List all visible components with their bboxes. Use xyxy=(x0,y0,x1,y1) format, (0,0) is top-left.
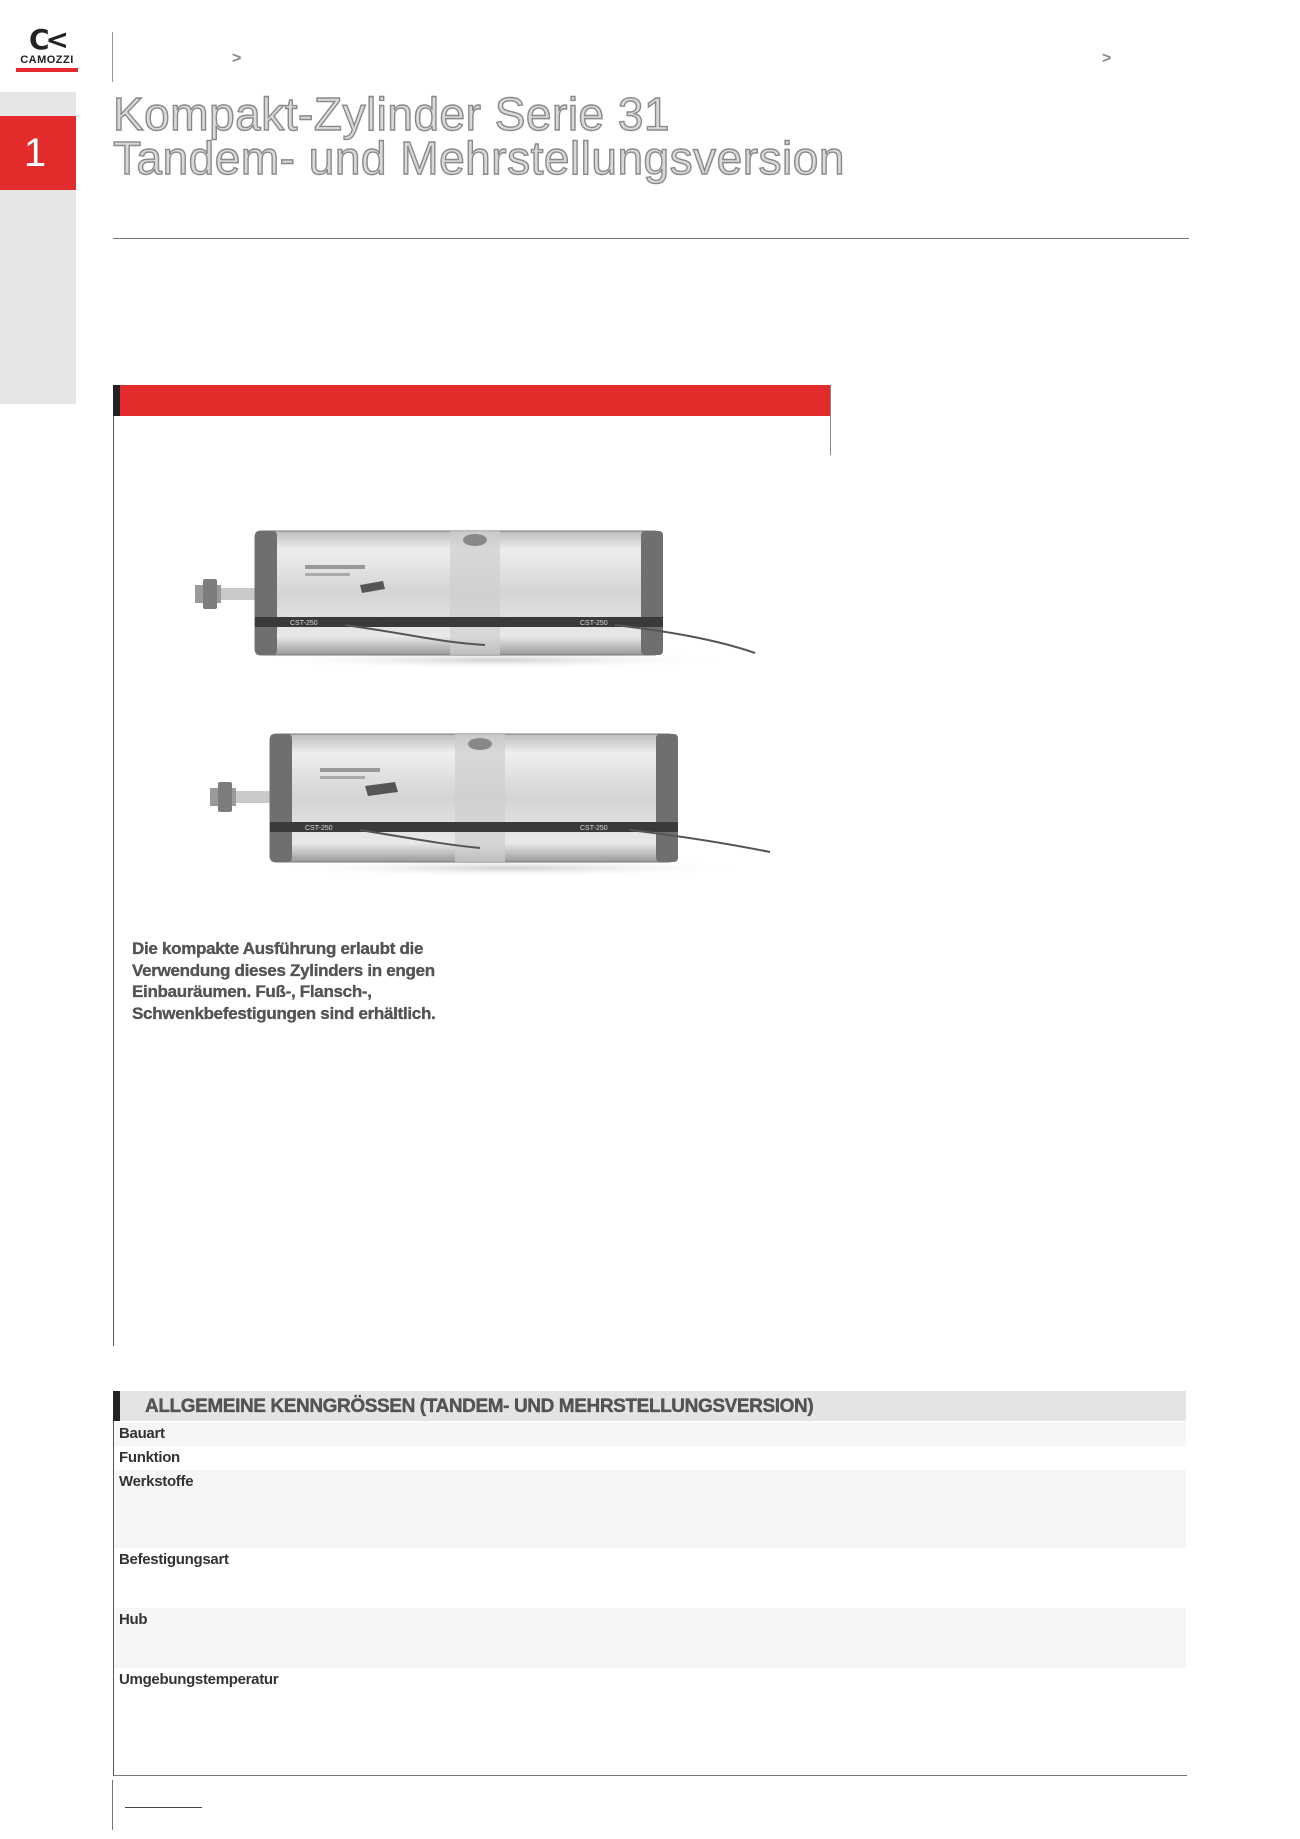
chapter-number: 1 xyxy=(23,131,47,175)
spec-row xyxy=(114,1422,1186,1446)
page-title-line1: Kompakt-Zylinder Serie 31 xyxy=(113,88,671,140)
breadcrumb-separator: > xyxy=(1102,50,1112,67)
logo-red-bar xyxy=(16,68,78,72)
breadcrumb-separator: > xyxy=(232,50,242,67)
spec-label: Werkstoffe xyxy=(119,1473,194,1490)
footer-rule xyxy=(125,1807,202,1808)
specs-title: ALLGEMEINE KENNGRÖSSEN (TANDEM- UND MEHRSTELLUNGSVERSION) xyxy=(145,1396,814,1417)
specs-header-marker xyxy=(113,1391,120,1421)
spec-label: Bauart xyxy=(119,1425,165,1442)
title-rule xyxy=(113,238,1189,239)
spec-label: Befestigungsart xyxy=(119,1551,229,1568)
camozzi-logo xyxy=(16,23,78,74)
sensor-label-right: CST-250 xyxy=(580,825,608,832)
product-image-cylinder-1 xyxy=(195,525,765,670)
box-border-right xyxy=(830,385,831,455)
product-image-cylinder-2 xyxy=(210,728,780,878)
product-description: Die kompakte Ausführung erlaubt die Verwendung dieses Zylinders in engen Einbauräumen. Fuß-, Flansch-, Schwenkbefestigungen sind erhältlich. xyxy=(132,939,436,1023)
spec-row xyxy=(114,1446,1186,1470)
spec-row xyxy=(114,1668,1186,1774)
band-marker xyxy=(113,385,120,416)
header-divider xyxy=(112,32,113,82)
chapter-tab[interactable] xyxy=(0,116,76,190)
spec-row xyxy=(114,1608,1186,1668)
spec-label: Umgebungstemperatur xyxy=(119,1671,279,1688)
page-title-line2: Tandem- und Mehrstellungsversion xyxy=(113,132,845,184)
spec-label: Funktion xyxy=(119,1449,180,1466)
logo-name: CAMOZZI xyxy=(20,54,74,66)
product-section-band xyxy=(113,385,831,416)
sensor-label-left: CST-250 xyxy=(290,620,318,627)
spec-row xyxy=(114,1470,1186,1548)
spec-row xyxy=(114,1548,1186,1608)
sensor-label-left: CST-250 xyxy=(305,825,333,832)
box-border-left xyxy=(113,416,114,1346)
footer-divider xyxy=(112,1780,113,1830)
sensor-label-right: CST-250 xyxy=(580,620,608,627)
specs-bottom-rule xyxy=(113,1775,1187,1776)
logo-mark: C< xyxy=(28,23,65,56)
spec-label: Hub xyxy=(119,1611,148,1628)
page-title xyxy=(113,88,845,184)
